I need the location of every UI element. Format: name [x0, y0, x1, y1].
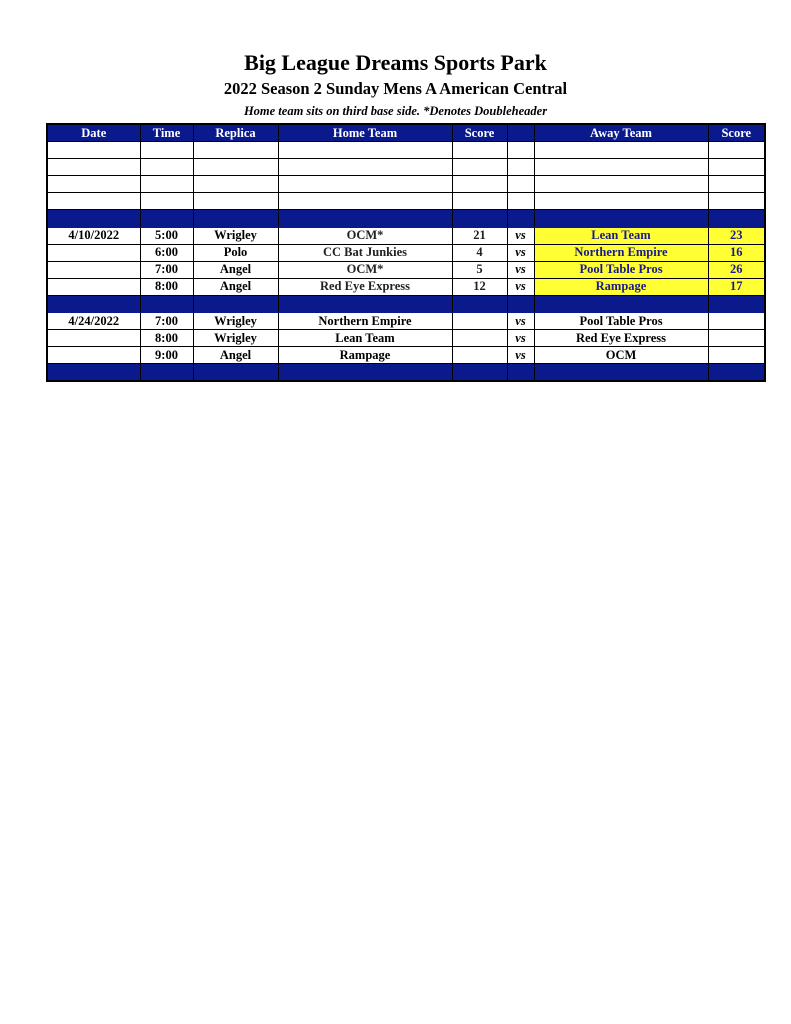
page-title: Big League Dreams Sports Park [244, 50, 547, 75]
home-score: 5 [452, 261, 507, 278]
game-row [47, 227, 765, 244]
away-team: Northern Empire [534, 244, 708, 261]
game-date: 4/10/2022 [47, 227, 140, 244]
home-score: 21 [452, 227, 507, 244]
week-separator [47, 210, 765, 227]
schedule-note: Home team sits on third base side. *Denotes Doubleheader [243, 104, 548, 118]
away-team: Lean Team [534, 227, 708, 244]
column-header-away-team: Away Team [534, 124, 708, 142]
game-date [47, 278, 140, 295]
page-subtitle: 2022 Season 2 Sunday Mens A American Central [223, 79, 568, 98]
away-score: 16 [708, 244, 765, 261]
game-date [47, 330, 140, 347]
game-replica: Angel [193, 278, 278, 295]
vs-label: vs [507, 347, 534, 364]
home-score [452, 313, 507, 330]
home-team: OCM* [278, 227, 452, 244]
home-team: Northern Empire [278, 313, 452, 330]
empty-row [47, 159, 765, 176]
home-team: CC Bat Junkies [278, 244, 452, 261]
game-date [47, 347, 140, 364]
away-team: OCM [534, 347, 708, 364]
vs-label: vs [507, 278, 534, 295]
column-header-date: Date [47, 124, 140, 142]
column-header-vs [507, 124, 534, 142]
column-header-away-score: Score [708, 124, 765, 142]
game-time: 5:00 [140, 227, 193, 244]
game-replica: Wrigley [193, 330, 278, 347]
column-header-replica: Replica [193, 124, 278, 142]
away-score [708, 313, 765, 330]
game-date: 4/24/2022 [47, 313, 140, 330]
away-team: Pool Table Pros [534, 261, 708, 278]
away-team: Red Eye Express [534, 330, 708, 347]
away-team: Rampage [534, 278, 708, 295]
game-time: 7:00 [140, 261, 193, 278]
game-date [47, 244, 140, 261]
home-team: OCM* [278, 261, 452, 278]
home-score [452, 347, 507, 364]
vs-label: vs [507, 261, 534, 278]
game-time: 9:00 [140, 347, 193, 364]
game-replica: Angel [193, 261, 278, 278]
week-separator [47, 364, 765, 382]
table-header-row [47, 124, 765, 142]
vs-label: vs [507, 330, 534, 347]
away-score: 23 [708, 227, 765, 244]
away-score: 26 [708, 261, 765, 278]
week-separator [47, 295, 765, 312]
empty-row [47, 193, 765, 210]
column-header-home-team: Home Team [278, 124, 452, 142]
game-replica: Angel [193, 347, 278, 364]
empty-row [47, 176, 765, 193]
empty-row [47, 142, 765, 159]
game-replica: Polo [193, 244, 278, 261]
away-score: 17 [708, 278, 765, 295]
vs-label: vs [507, 227, 534, 244]
home-team: Red Eye Express [278, 278, 452, 295]
schedule-table [46, 123, 766, 382]
game-row [47, 244, 765, 261]
away-score [708, 330, 765, 347]
column-header-home-score: Score [452, 124, 507, 142]
game-row [47, 330, 765, 347]
game-row [47, 278, 765, 295]
home-team: Lean Team [278, 330, 452, 347]
home-score [452, 330, 507, 347]
column-header-time: Time [140, 124, 193, 142]
away-team: Pool Table Pros [534, 313, 708, 330]
home-score: 4 [452, 244, 507, 261]
game-row [47, 313, 765, 330]
game-replica: Wrigley [193, 313, 278, 330]
game-time: 6:00 [140, 244, 193, 261]
game-row [47, 347, 765, 364]
game-time: 8:00 [140, 330, 193, 347]
vs-label: vs [507, 313, 534, 330]
vs-label: vs [507, 244, 534, 261]
game-date [47, 261, 140, 278]
game-replica: Wrigley [193, 227, 278, 244]
home-team: Rampage [278, 347, 452, 364]
home-score: 12 [452, 278, 507, 295]
away-score [708, 347, 765, 364]
game-row [47, 261, 765, 278]
game-time: 7:00 [140, 313, 193, 330]
game-time: 8:00 [140, 278, 193, 295]
